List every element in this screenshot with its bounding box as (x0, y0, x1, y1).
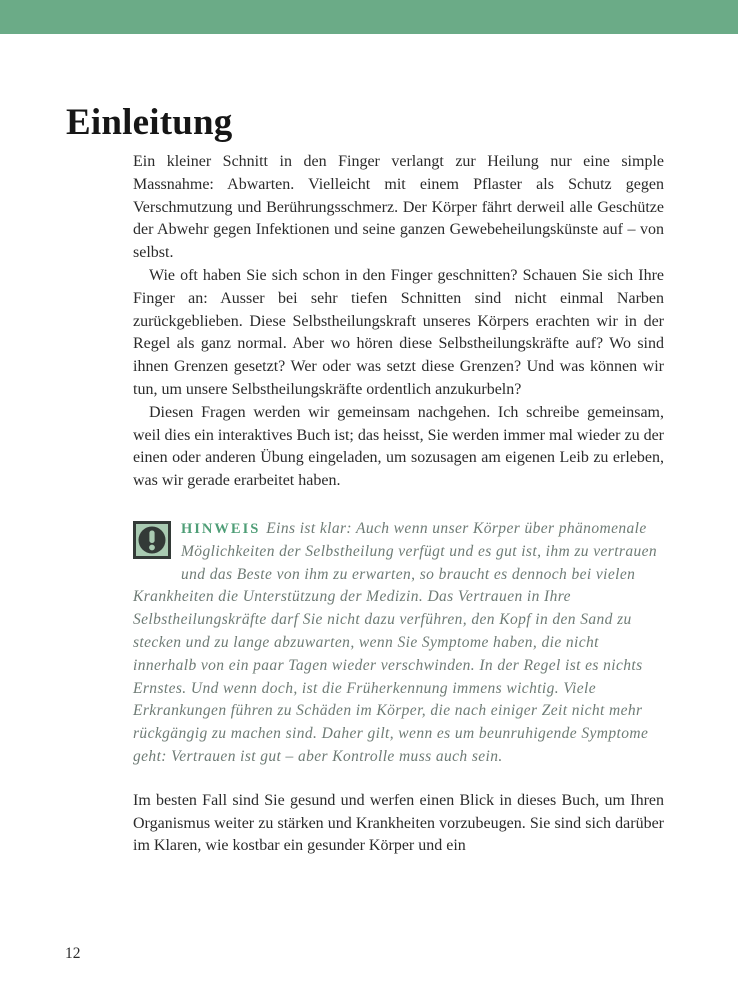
paragraph: Ein kleiner Schnitt in den Finger verlangt zur Heilung nur eine simple Massnahme: Abwarten. Vielleicht mit einem Pflaster als Schutz gegen Verschmutzung und Berührungsschmerz. Der Körper fährt derweil alle Geschütze der Abwehr gegen Infektionen und seine ganzen Gewebeheilungskünste auf – von selbst. (133, 153, 664, 262)
note-box (133, 518, 664, 769)
top-accent-bar (0, 0, 738, 34)
paragraph: Wie oft haben Sie sich schon in den Finger geschnitten? Schauen Sie sich Ihre Finger an: Ausser bei sehr tiefen Schnitten sind nicht einmal Narben zurückgeblieben. Diese Selbstheilungskraft unseres Körpers erachten wir in der Regel als ganz normal. Aber wo hören diese Selbstheilungskräfte auf? Wo sind ihnen Grenzen gesetzt? Wer oder was setzt diese Grenzen? Und was können wir tun, um unsere Selbstheilungskräfte ordentlich anzukurbeln? (133, 266, 664, 398)
paragraph: Diesen Fragen werden wir gemeinsam nachgehen. Ich schreibe gemeinsam, weil dies ein interaktives Buch ist; das heisst, Sie werden immer mal wieder zu der einen oder anderen Übung eingeladen, um sozusagen am eigenen Leib zu erleben, was wir gerade erarbeitet haben. (133, 403, 664, 490)
paragraph: Im besten Fall sind Sie gesund und werfen einen Blick in dieses Buch, um Ihren Organismus weiter zu stärken und Krankheiten vorzubeugen. Sie sind sich darüber im Klaren, wie kostbar ein gesunder Körper und ein (133, 791, 664, 855)
chapter-title: Einleitung (66, 101, 233, 143)
exclamation-alert-icon (133, 521, 171, 559)
page-number: 12 (65, 945, 81, 962)
note-label: HINWEIS (181, 520, 261, 537)
note-text: Eins ist klar: Auch wenn unser Körper über phänomenale Möglichkeiten der Selbstheilung verfügt und es gut ist, ihm zu vertrauen und das Beste von ihm zu erwarten, so braucht es dennoch bei vielen Krankheiten die Unterstützung der Medizin. Das Vertrauen in Ihre Selbstheilungskräfte darf Sie nicht dazu verführen, den Kopf in den Sand zu stecken und zu lange abzuwarten, wenn Sie Symptome haben, die nicht innerhalb von ein paar Tagen wieder verschwinden. In der Regel ist es nichts Ernstes. Und wenn doch, ist die Früherkennung immens wichtig. Viele Erkrankungen führen zu Schäden im Körper, die nach einiger Zeit nicht mehr rückgängig zu machen sind. Daher gilt, wenn es um beunruhigende Symptome geht: Vertrauen ist gut – aber Kontrolle muss auch sein. (133, 519, 658, 765)
text-column (133, 151, 664, 858)
